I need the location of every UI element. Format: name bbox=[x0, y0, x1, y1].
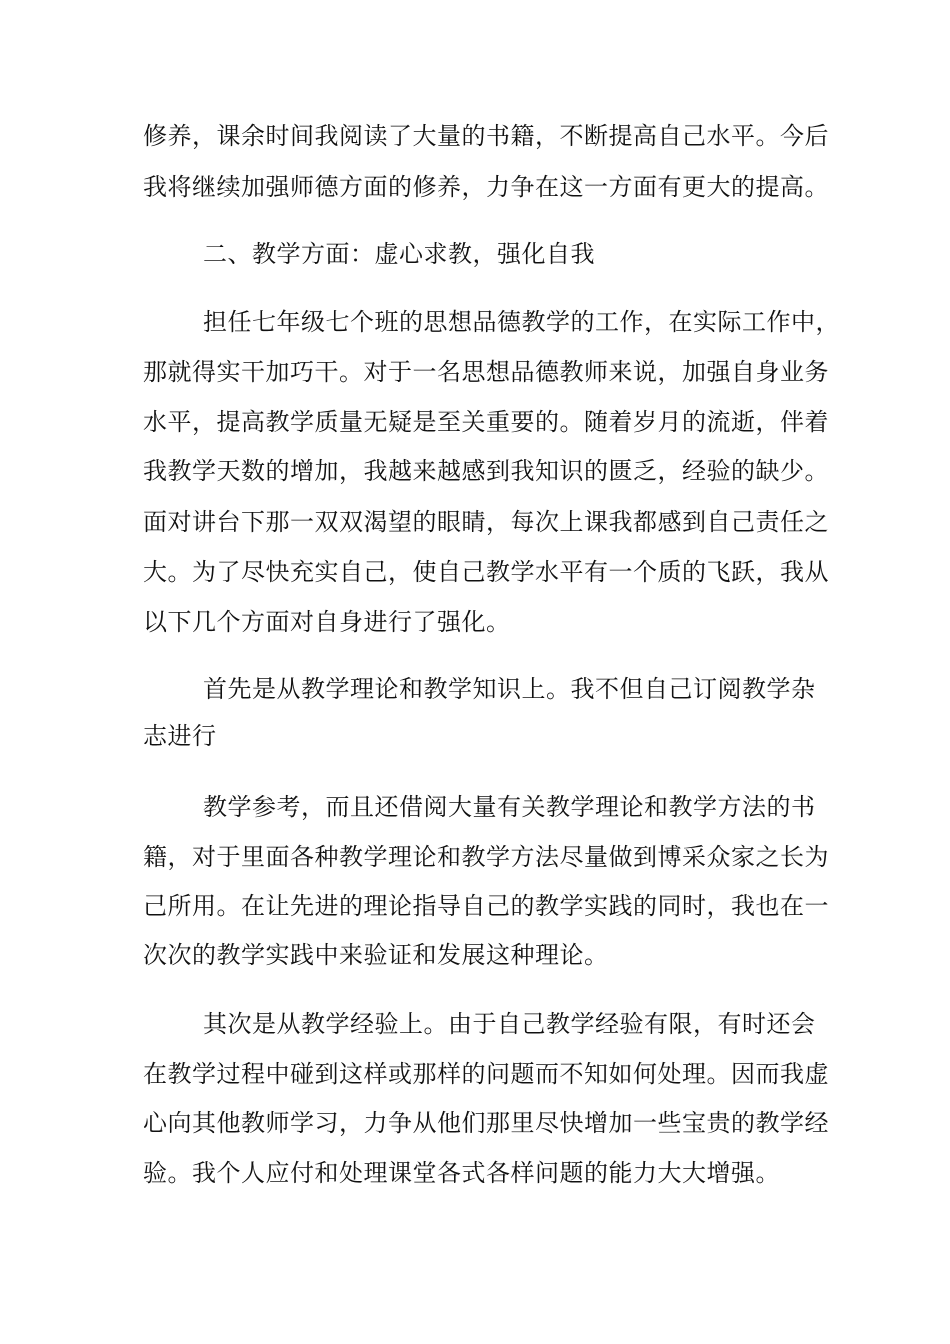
text-line: 籍，对于里面各种教学理论和教学方法尽量做到博采众家之长为 bbox=[143, 843, 829, 871]
text-line: 次次的教学实践中来验证和发展这种理论。 bbox=[143, 941, 609, 969]
text-line: 那就得实干加巧干。对于一名思想品德教师来说，加强自身业务 bbox=[143, 358, 829, 386]
text-line: 首先是从教学理论和教学知识上。我不但自己订阅教学杂 bbox=[203, 675, 816, 703]
text-line: 以下几个方面对自身进行了强化。 bbox=[143, 608, 511, 636]
text-line: 水平，提高教学质量无疑是至关重要的。随着岁月的流逝，伴着 bbox=[143, 408, 829, 436]
text-line: 我教学天数的增加，我越来越感到我知识的匮乏，经验的缺少。 bbox=[143, 457, 829, 485]
text-line: 其次是从教学经验上。由于自己教学经验有限，有时还会 bbox=[203, 1010, 816, 1038]
text-line: 心向其他教师学习，力争从他们那里尽快增加一些宝贵的教学经 bbox=[143, 1109, 829, 1137]
text-line: 验。我个人应付和处理课堂各式各样问题的能力大大增强。 bbox=[143, 1159, 780, 1187]
text-line: 面对讲台下那一双双渴望的眼睛，每次上课我都感到自己责任之 bbox=[143, 508, 829, 536]
text-line: 我将继续加强师德方面的修养，力争在这一方面有更大的提高。 bbox=[143, 173, 829, 201]
text-line: 在教学过程中碰到这样或那样的问题而不知如何处理。因而我虚 bbox=[143, 1060, 829, 1088]
text-line: 大。为了尽快充实自己，使自己教学水平有一个质的飞跃，我从 bbox=[143, 558, 829, 586]
text-line: 志进行 bbox=[143, 722, 217, 750]
section-heading: 二、教学方面：虚心求教，强化自我 bbox=[203, 240, 595, 268]
text-line: 教学参考，而且还借阅大量有关教学理论和教学方法的书 bbox=[203, 793, 816, 821]
text-line: 担任七年级七个班的思想品德教学的工作，在实际工作中， bbox=[203, 308, 840, 336]
text-line: 修养，课余时间我阅读了大量的书籍，不断提高自己水平。今后 bbox=[143, 122, 829, 150]
text-line: 己所用。在让先进的理论指导自己的教学实践的同时，我也在一 bbox=[143, 892, 829, 920]
